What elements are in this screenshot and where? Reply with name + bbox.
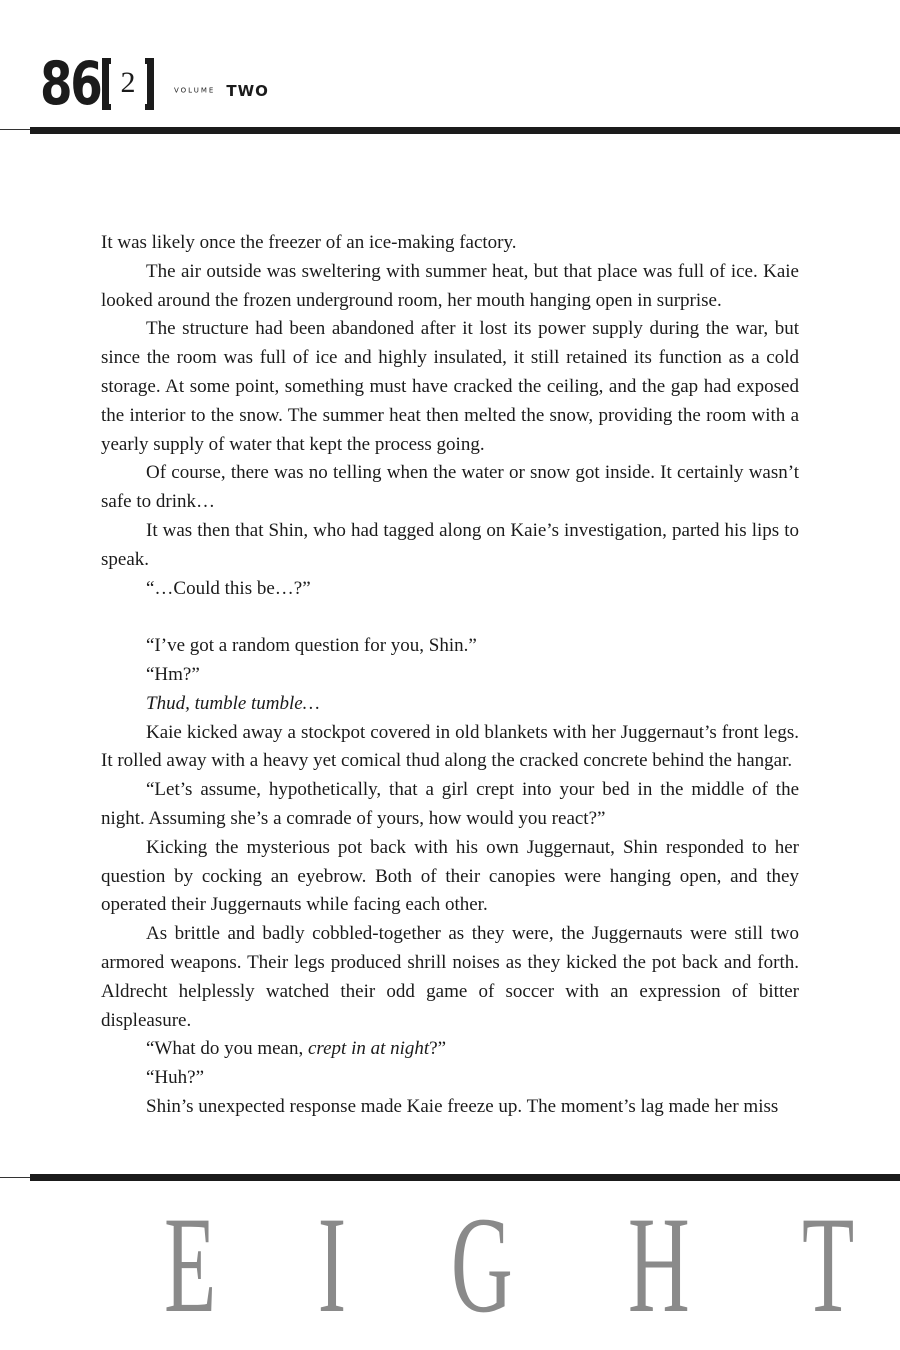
paragraph: The structure had been abandoned after it lost its power supply during the war, but since the room was full of ice and highly insulated, it still retained its function as a cold storage. At some point, something must have cracked the ceiling, and the gap had exposed the interior to the snow. The summer heat then melted the snow, providing the room with a yearly supply of water that kept the process going.: [101, 318, 799, 455]
footer-rule: [30, 1174, 900, 1181]
paragraph: Shin’s unexpected response made Kaie freeze up. The moment’s lag made her miss: [146, 1095, 779, 1117]
sound-effect: Thud, tumble tumble…: [146, 692, 320, 714]
page-body: [101, 229, 799, 1122]
emphasis: crept in at night: [307, 1038, 430, 1060]
chapter-letter: E: [164, 1188, 217, 1341]
chapter-letter: G: [451, 1188, 514, 1341]
paragraph: Of course, there was no telling when the water or snow got inside. It certainly wasn’t safe to drink…: [101, 462, 799, 513]
paragraph: Kicking the mysterious pot back with his own Juggernaut, Shin responded to her question by cocking an eyebrow. Both of their canopies were hanging open, and they operated their Juggernauts while facing each other.: [101, 836, 799, 916]
footer-rule-thin: [0, 1177, 30, 1178]
header-rule-thin: [0, 129, 30, 130]
paragraph: The air outside was sweltering with summer heat, but that place was full of ice. Kaie looked around the frozen underground room, her mouth hanging open in surprise.: [101, 260, 799, 311]
chapter-letter: H: [627, 1188, 690, 1341]
paragraph: “…Could this be…?”: [146, 577, 311, 599]
volume-number: 2: [120, 66, 136, 99]
volume-bracket: [102, 58, 154, 110]
paragraph: [101, 690, 799, 719]
header-rule: [30, 127, 900, 134]
paragraph: It was then that Shin, who had tagged along on Kaie’s investigation, parted his lips to speak.: [101, 519, 799, 570]
series-number: 86: [40, 49, 101, 119]
paragraph: “Let’s assume, hypothetically, that a girl crept into your bed in the middle of the night. Assuming she’s a comrade of yours, how would you react?”: [101, 779, 799, 829]
scene-break: [101, 603, 799, 632]
paragraph: “Hm?”: [146, 663, 200, 685]
paragraph: “I’ve got a random question for you, Shin.”: [146, 635, 477, 657]
volume-word: TWO: [226, 81, 269, 100]
chapter-title: [148, 1188, 900, 1341]
volume-caption: VOLUME: [174, 86, 216, 95]
dialogue-start: “What do you mean,: [146, 1038, 308, 1060]
volume-label: [174, 80, 269, 100]
chapter-letter: T: [801, 1188, 854, 1341]
paragraph: [101, 1035, 799, 1064]
paragraph: It was likely once the freezer of an ice-making factory.: [101, 232, 517, 253]
paragraph: As brittle and badly cobbled-together as they were, the Juggernauts were still two armored weapons. Their legs produced shrill noises as they kicked the pot back and forth. Aldrecht helplessly watched their odd game of soccer with an expression of bitter displeasure.: [101, 923, 799, 1031]
chapter-letter: I: [318, 1188, 347, 1341]
dialogue-end: ?”: [429, 1038, 447, 1060]
paragraph: Kaie kicked away a stockpot covered in old blankets with her Juggernaut’s front legs. It rolled away with a heavy yet comical thud along the cracked concrete behind the hangar.: [101, 721, 799, 772]
paragraph: “Huh?”: [146, 1067, 205, 1089]
